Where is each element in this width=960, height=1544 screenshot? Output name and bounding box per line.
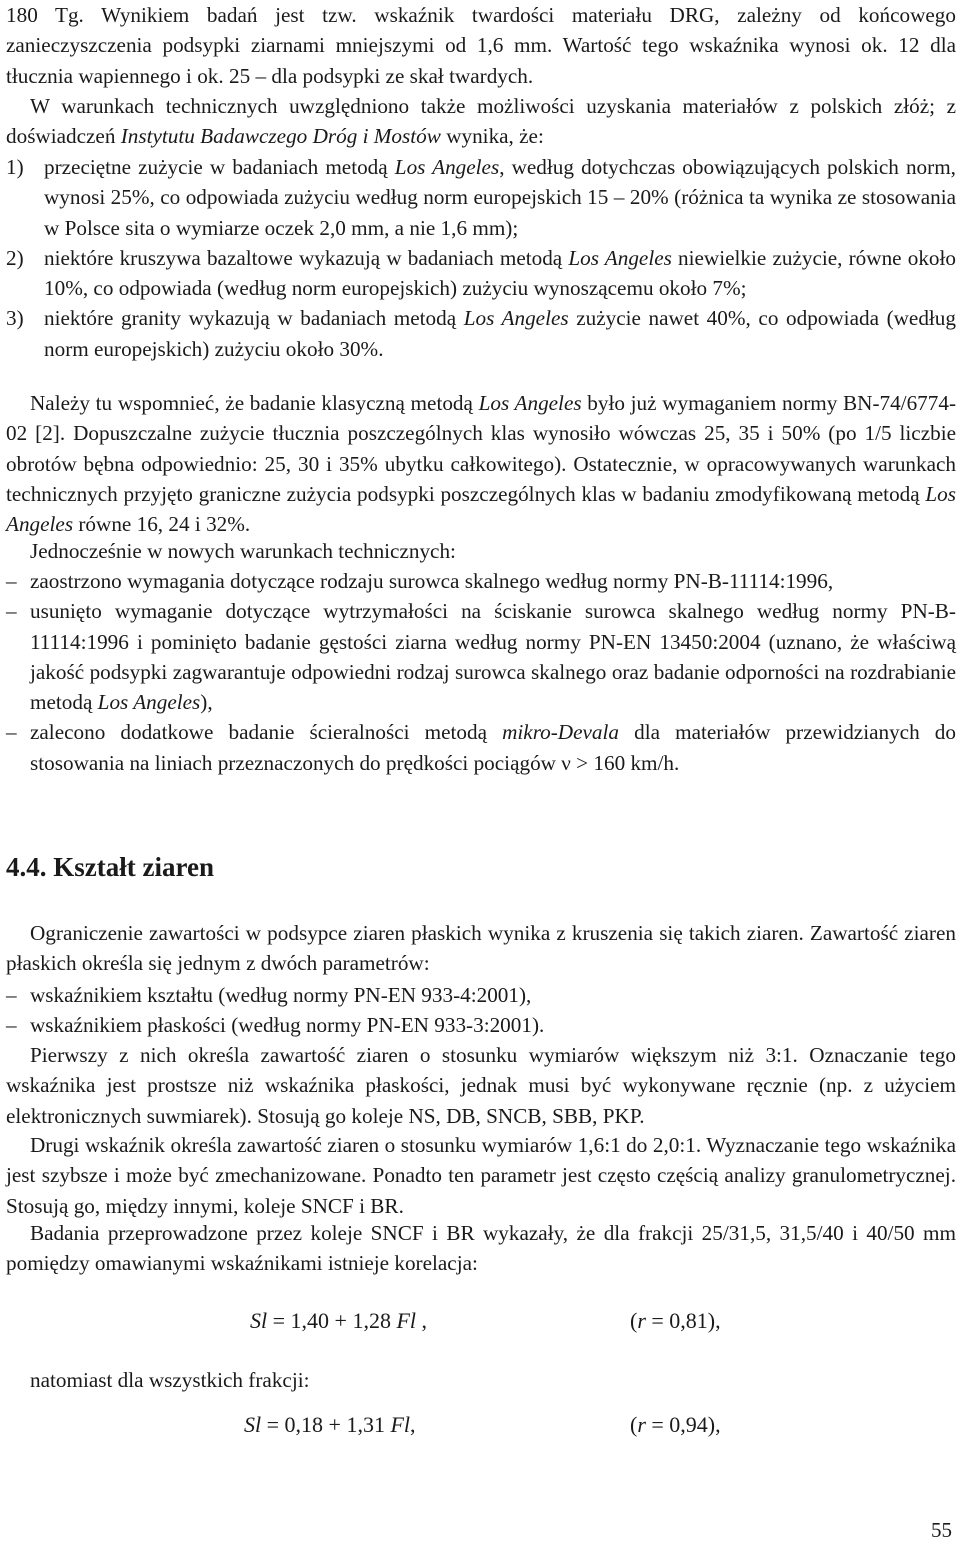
dash-item: – zaostrzono wymagania dotyczące rodzaju surowca skalnego według normy PN-B-11114:1996, <box>6 569 834 593</box>
dash-item: – usunięto wymaganie dotyczące wytrzymałości na ściskanie surowca skalnego według normy PN-B-11114:1996 i pominięto badanie gęstości ziarna według normy PN-EN 13450:2004 (uznano, że właściwą jakość podsypki zagwarantuje odpowiedni rodzaj surowca skalnego oraz badanie odporności na rozdrabianie metodą Los Angeles), <box>6 599 956 715</box>
paragraph-correlation: Badania przeprowadzone przez koleje SNCF i BR wykazały, że dla frakcji 25/31,5, 31,5/40 i 40/50 mm pomiędzy omawianymi wskaźnikami istnieje korelacja: <box>6 1221 956 1276</box>
list-item-text: niektóre granity wykazują w badaniach metodą Los Angeles zużycie nawet 40%, co odpowiada (według norm europejskich) zużyciu około 30%. <box>44 306 956 361</box>
text-run: W warunkach technicznych uwzględniono także możliwości uzyskania materiałów z polskich złóż; z doświadczeń <box>6 94 956 149</box>
list-item <box>6 303 956 364</box>
formula-1: Sl = 1,40 + 1,28 Fl , <box>250 1308 428 1333</box>
text-run: wynika, że: <box>440 124 544 149</box>
paragraph-norm-history: Należy tu wspomnieć, że badanie klasyczną metodą Los Angeles było już wymaganiem normy BN-74/6774-02 [2]. Dopuszczalne zużycie tłucznia poszczególnych klas wynosiło wówczas 25, 35 i 50% (po 1/5 liczbie obrotów bębna odpowiednio: 25, 30 i 35% ubytku całkowitego). Ostatecznie, w opracowywanych warunkach technicznych przyjęto graniczne zużycia podsypki poszczególnych klas w badaniu zmodyfikowaną metodą Los Angeles równe 16, 24 i 32%. <box>6 391 957 537</box>
list-number: 2) <box>6 245 24 270</box>
list-item <box>6 152 956 243</box>
formula-1-coefficient: (r = 0,81), <box>630 1308 721 1333</box>
paragraph-intro: 180 Tg. Wynikiem badań jest tzw. wskaźnik twardości materiału DRG, zależny od końcowego zanieczyszczenia podsypki ziarnami mniejszymi od 1,6 mm. Wartość tego wskaźnika wynosi ok. 12 dla tłucznia wapiennego i ok. 25 – dla podsypki ze skał twardych. <box>6 3 956 88</box>
italic-run: Instytutu Badawczego Dróg i Mostów <box>120 124 441 149</box>
paragraph-first-index: Pierwszy z nich określa zawartość ziaren o stosunku wymiarów większym niż 3:1. Oznaczanie tego wskaźnika jest prostsze niż wskaźnika płaskości, jednak musi być wykonywane ręcznie (np. z użyciem elektronicznych suwmiarek). Stosują go koleje NS, DB, SNCB, SBB, PKP. <box>6 1043 956 1128</box>
paragraph-conditions <box>6 91 956 152</box>
list-item <box>6 243 956 304</box>
list-number: 1) <box>6 155 24 179</box>
dash-list-2 <box>6 980 956 1041</box>
list-item-text: przeciętne zużycie w badaniach metodą Los Angeles, według dotychczas obowiązujących polskich norm, wynosi 25%, co odpowiada zużyciu według norm europejskich 15 – 20% (różnica ta wynika ze stosowania w Polsce sita o wymiarze oczek 2,0 mm, a nie 1,6 mm); <box>44 155 956 240</box>
paragraph-flat-grains: Ograniczenie zawartości w podsypce ziaren płaskich wynika z kruszenia się takich ziaren. Zawartość ziaren płaskich określa się jednym z dwóch parametrów: <box>6 921 956 976</box>
section-heading: 4.4. Kształt ziaren <box>6 852 214 882</box>
paragraph-second-index: Drugi wskaźnik określa zawartość ziaren o stosunku wymiarów 1,6:1 do 2,0:1. Wyznaczanie tego wskaźnika jest szybsze i może być zmechanizowane. Ponadto ten parametr jest często częścią analizy granulometrycznej. Stosują go, między innymi, koleje SNCF i BR. <box>6 1133 956 1218</box>
list-item-text: niektóre kruszywa bazaltowe wykazują w badaniach metodą Los Angeles niewielkie zużycie, równe około 10%, co odpowiada (według norm europejskich) zużyciu wynoszącemu około 7%; <box>44 245 956 301</box>
dash-item: – zalecono dodatkowe badanie ścieralności metodą mikro-Devala dla materiałów przewidzianych do stosowania na liniach przeznaczonych do prędkości pociągów ν > 160 km/h. <box>6 720 956 775</box>
numbered-list <box>6 152 956 364</box>
between-formulas-text: natomiast dla wszystkich frakcji: <box>30 1368 310 1392</box>
dash-item: – wskaźnikiem płaskości (według normy PN-EN 933-3:2001). <box>6 1013 545 1038</box>
formula-2: Sl = 0,18 + 1,31 Fl, <box>244 1412 416 1437</box>
formula-2-coefficient: (r = 0,94), <box>630 1412 721 1437</box>
dash-list <box>6 566 956 778</box>
list-number: 3) <box>6 306 24 331</box>
dash-item: – wskaźnikiem kształtu (według normy PN-EN 933-4:2001), <box>6 983 532 1007</box>
paragraph-new-conditions: Jednocześnie w nowych warunkach technicznych: <box>30 539 456 563</box>
page-number: 55 <box>931 1518 952 1542</box>
